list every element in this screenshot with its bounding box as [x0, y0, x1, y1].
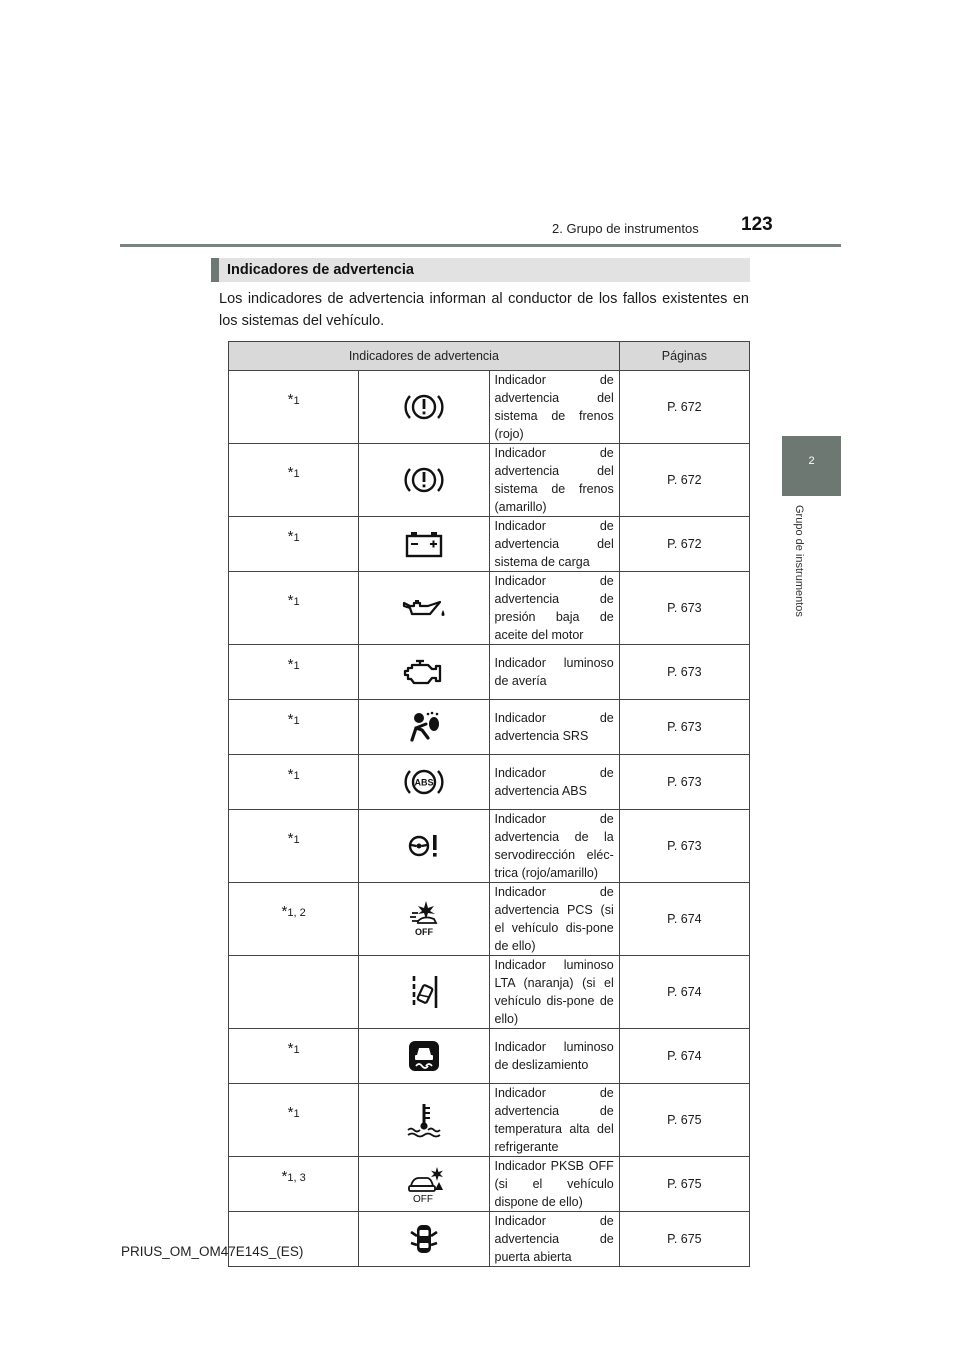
page-cell: P. 672 [619, 517, 749, 572]
note-cell: *1 [229, 700, 359, 755]
description-cell: Indicador PKSB OFF (si el vehículo dispone de ello) [489, 1157, 619, 1212]
note-ref: 1 [293, 468, 300, 480]
table-row [229, 572, 750, 645]
engine-check-icon [402, 657, 446, 687]
header-pages: Páginas [619, 342, 749, 371]
icon-cell [359, 810, 489, 883]
header-indicators: Indicadores de advertencia [229, 342, 620, 371]
icon-cell [359, 1029, 489, 1084]
note-cell: *1 [229, 371, 359, 444]
svg-text:ABS: ABS [414, 777, 434, 788]
door-open-icon [406, 1221, 442, 1257]
table-row [229, 755, 750, 810]
page-number: 123 [741, 214, 773, 235]
brake-warning-amber-icon [404, 464, 444, 496]
note-ref: 1 [293, 596, 300, 608]
running-header: 2. Grupo de instrumentos [552, 221, 699, 236]
coolant-temp-icon [404, 1101, 444, 1139]
note-cell: *1 [229, 444, 359, 517]
description-cell: Indicador de advertencia ABS [489, 755, 619, 810]
description-cell: Indicador de advertencia de puerta abierta [489, 1212, 619, 1267]
chapter-number: 2 [808, 455, 815, 467]
note-cell: *1 [229, 1084, 359, 1157]
table-row [229, 1212, 750, 1267]
note-ref: 1, 2 [287, 907, 306, 919]
icon-cell [359, 1157, 489, 1212]
note-ref: 1 [293, 834, 300, 846]
description-cell: Indicador de advertencia de temperatura alta del refrigerante [489, 1084, 619, 1157]
page-cell: P. 674 [619, 956, 749, 1029]
note-ref: 1 [293, 395, 300, 407]
note-cell: *1 [229, 810, 359, 883]
table-row [229, 883, 750, 956]
section-heading [211, 258, 750, 282]
page-cell: P. 675 [619, 1157, 749, 1212]
icon-cell [359, 755, 489, 810]
table-row [229, 1157, 750, 1212]
table-row [229, 444, 750, 517]
note-ref: 1 [293, 660, 300, 672]
page-cell: P. 673 [619, 755, 749, 810]
svg-text:OFF: OFF [412, 1194, 433, 1204]
note-cell: *1 [229, 517, 359, 572]
note-cell: *1 [229, 1029, 359, 1084]
description-cell: Indicador luminoso de deslizamiento [489, 1029, 619, 1084]
section-title: Indicadores de advertencia [227, 262, 414, 278]
note-cell: *1 [229, 645, 359, 700]
note-ref: 1 [293, 532, 300, 544]
description-cell: Indicador de advertencia PCS (si el vehículo dis-pone de ello) [489, 883, 619, 956]
icon-cell [359, 645, 489, 700]
steering-warning-icon [404, 831, 444, 861]
lta-icon [404, 973, 444, 1011]
description-cell: Indicador de advertencia SRS [489, 700, 619, 755]
page-cell: P. 674 [619, 1029, 749, 1084]
battery-icon [403, 529, 445, 559]
description-cell: Indicador luminoso LTA (naranja) (si el vehículo dis-pone de ello) [489, 956, 619, 1029]
page-cell: P. 672 [619, 371, 749, 444]
page-cell: P. 673 [619, 810, 749, 883]
abs-icon [404, 766, 444, 798]
chapter-label: Grupo de instrumentos [793, 505, 805, 617]
note-cell [229, 956, 359, 1029]
table-row [229, 371, 750, 444]
footer-code: PRIUS_OM_OM47E14S_(ES) [121, 1244, 304, 1259]
svg-text:OFF: OFF [414, 927, 433, 937]
description-cell: Indicador de advertencia de la servodirección eléc-trica (rojo/amarillo) [489, 810, 619, 883]
note-ref: 1 [293, 1044, 300, 1056]
table-row [229, 1084, 750, 1157]
note-ref: 1 [293, 770, 300, 782]
note-cell: *1 [229, 572, 359, 645]
indicator-table [228, 341, 750, 1267]
table-row [229, 1029, 750, 1084]
page-cell: P. 672 [619, 444, 749, 517]
description-cell: Indicador luminoso de avería [489, 645, 619, 700]
header-rule [120, 244, 841, 247]
page-cell: P. 673 [619, 572, 749, 645]
page-cell: P. 675 [619, 1084, 749, 1157]
icon-cell [359, 572, 489, 645]
note-cell: *1, 2 [229, 883, 359, 956]
note-cell: *1, 3 [229, 1157, 359, 1212]
page-cell: P. 673 [619, 645, 749, 700]
note-cell: *1 [229, 755, 359, 810]
note-ref: 1 [293, 1108, 300, 1120]
icon-cell [359, 883, 489, 956]
brake-warning-icon [404, 391, 444, 423]
description-cell: Indicador de advertencia de presión baja de aceite del motor [489, 572, 619, 645]
intro-paragraph: Los indicadores de advertencia informan al conductor de los fallos existentes en los sistemas del vehículo. [219, 291, 749, 329]
table-row [229, 700, 750, 755]
section-accent [211, 258, 219, 282]
airbag-icon [404, 710, 444, 744]
description-cell: Indicador de advertencia del sistema de frenos (amarillo) [489, 444, 619, 517]
table-row [229, 645, 750, 700]
icon-cell [359, 1212, 489, 1267]
description-cell: Indicador de advertencia del sistema de carga [489, 517, 619, 572]
description-cell: Indicador de advertencia del sistema de frenos (rojo) [489, 371, 619, 444]
table-row [229, 956, 750, 1029]
chapter-tab [782, 436, 841, 496]
icon-cell [359, 371, 489, 444]
icon-cell [359, 517, 489, 572]
table-header-row [229, 342, 750, 371]
oil-can-icon [400, 594, 448, 622]
pcs-off-icon [404, 899, 444, 939]
table-row [229, 517, 750, 572]
icon-cell [359, 444, 489, 517]
page-cell: P. 675 [619, 1212, 749, 1267]
pksb-off-icon [403, 1164, 445, 1204]
icon-cell [359, 956, 489, 1029]
note-ref: 1, 3 [287, 1172, 306, 1184]
icon-cell [359, 700, 489, 755]
table-row [229, 810, 750, 883]
slip-icon [406, 1039, 442, 1073]
icon-cell [359, 1084, 489, 1157]
note-ref: 1 [293, 715, 300, 727]
page-cell: P. 673 [619, 700, 749, 755]
page-cell: P. 674 [619, 883, 749, 956]
